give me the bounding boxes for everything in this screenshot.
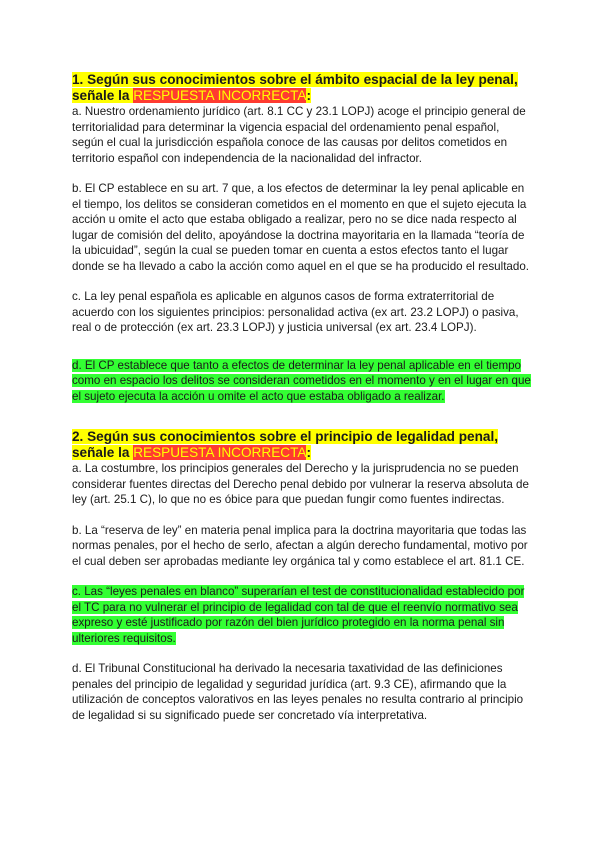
question-2-title-text: 2. Según sus conocimientos sobre el principio de legalidad penal, señale la RESPUESTA INCORRECTA: (72, 429, 499, 460)
question-1-option-c: c. La ley penal española es aplicable en algunos casos de forma extraterritorial de acuerdo con los siguientes principios: personalidad activa (ex art. 23.2 LOPJ) o pasiva, real o de protección (ex art. 23.3 LOPJ) y justicia universal (ex art. 23.4 LOPJ). (72, 290, 519, 334)
question-1-highlighted-answer: d. El CP establece que tanto a efectos de determinar la ley penal aplicable en el tiempo como en espacio los delitos se consideran cometidos en el momento y en el lugar en que el sujeto ejecuta la acción u omite el acto que estaba obligado a realizar. (72, 358, 531, 403)
question-2-option-b: b. La “reserva de ley” en materia penal implica para la doctrina mayoritaria que todas las normas penales, por el hecho de serlo, afectan a algún derecho fundamental, motivo por el cual deben ser aprobadas mediante ley orgánica tal y como establece el art. 81.1 CE. (72, 523, 528, 568)
question-2-highlighted-answer: c. Las “leyes penales en blanco” superarían el test de constitucionalidad establecido por el TC para no vulnerar el principio de legalidad con tal de que el reenvío normativo sea expreso y esté justificado por razón del bien jurídico protegido en la norma penal sin ulteriores requisitos. (72, 585, 525, 645)
question-2-title (72, 429, 532, 461)
question-1-option-d (72, 358, 532, 405)
question-1-title-text: 1. Según sus conocimientos sobre el ámbito espacial de la ley penal, señale la RESPUESTA INCORRECTA: (72, 72, 518, 103)
incorrect-answer-tag: RESPUESTA INCORRECTA (133, 445, 307, 460)
question-1-option-b: b. El CP establece en su art. 7 que, a los efectos de determinar la ley penal aplicable en el tiempo, los delitos se consideran cometidos en el momento en que el sujeto ejecuta la acción u omite el acto que estaba obligado a realizar, pero no se dice nada respecto al lugar de comisión del delito, apoyándose la doctrina mayoritaria en la llamada “teoría de la ubicuidad”, según la cual se pueden tomar en cuenta a estos efectos tanto el lugar donde se ha llevado a cabo la acción como aquel en el que se ha producido el resultado. (72, 182, 529, 273)
incorrect-answer-tag: RESPUESTA INCORRECTA (133, 88, 307, 103)
question-2-option-d: d. El Tribunal Constitucional ha derivado la necesaria taxatividad de las definiciones penales del principio de legalidad y seguridad jurídica (art. 9.3 CE), afirmando que la utilización de conceptos valorativos en las leyes penales no resulta contrario al principio de legalidad si su significado puede ser concretado vía interpretativa. (72, 662, 524, 722)
question-1-option-a: a. Nuestro ordenamiento jurídico (art. 8.1 CC y 23.1 LOPJ) acoge el principio general de territorialidad para determinar la vigencia espacial del ordenamiento penal español, según el cual la jurisdicción española conoce de las causas por delitos cometidos en territorio español con independencia de la nacionalidad del infractor. (72, 105, 526, 165)
document-content (72, 72, 532, 723)
question-1-title (72, 72, 532, 104)
question-2-option-a: a. La costumbre, los principios generales del Derecho y la jurisprudencia no se pueden considerar fuentes directas del Derecho penal debido por vulnerar la reserva absoluta de ley (art. 25.1 C), lo que no es óbice para que puedan fungir como fuentes indirectas. (72, 462, 529, 506)
question-2-option-c (72, 584, 532, 646)
